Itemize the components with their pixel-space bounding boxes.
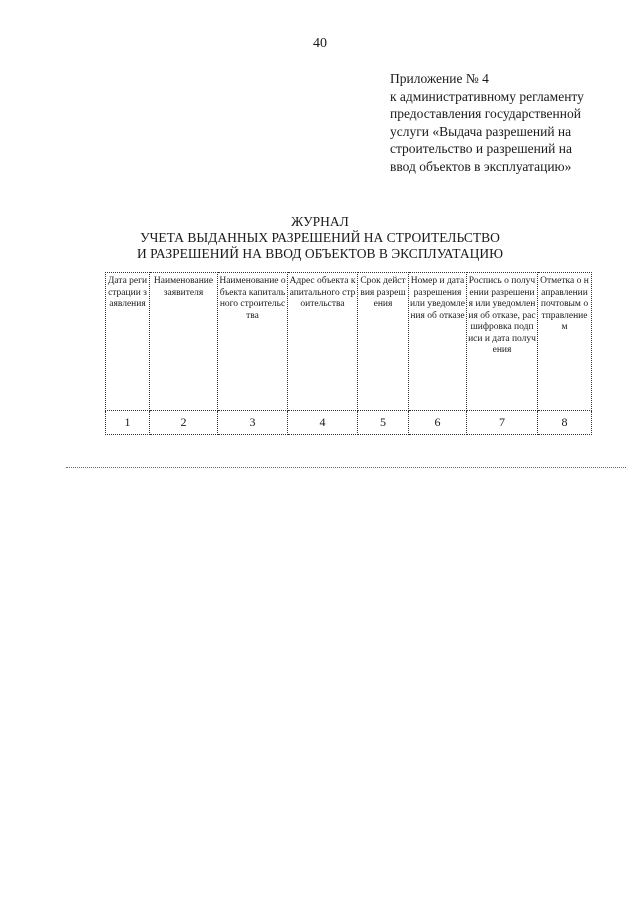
table-number-cell: 7 [467, 410, 538, 434]
appendix-line: Приложение № 4 [390, 71, 489, 86]
table-header-cell: Адрес объекта капитального строительства [288, 273, 358, 411]
table-number-cell: 6 [409, 410, 467, 434]
appendix-line: к административному регламенту [390, 88, 584, 104]
page-number: 40 [313, 36, 327, 51]
appendix-block [390, 70, 630, 175]
table-number-cell: 1 [106, 410, 150, 434]
table-header-cell: Отметка о направлении почтовым отправлением [538, 273, 592, 411]
table-number-cell: 5 [358, 410, 409, 434]
table-header-cell: Номер и дата разрешения или уведомления об отказе [409, 273, 467, 411]
table-number-cell: 3 [218, 410, 288, 434]
appendix-line: строительство и разрешений на [390, 141, 572, 156]
journal-title-line: И РАЗРЕШЕНИЙ НА ВВОД ОБЪЕКТОВ В ЭКСПЛУАТАЦИЮ [137, 246, 503, 261]
table-number-cell: 4 [288, 410, 358, 434]
appendix-line: услуги «Выдача разрешений на [390, 123, 572, 139]
journal-title-line: УЧЕТА ВЫДАННЫХ РАЗРЕШЕНИЙ НА СТРОИТЕЛЬСТВО [140, 230, 500, 245]
journal-title [0, 214, 640, 262]
table-header-cell: Роспись о получении разрешения или уведомления об отказе, расшифровка подписи и дата получения [467, 273, 538, 411]
table-header-cell: Срок действия разрешения [358, 273, 409, 411]
appendix-line: предоставления государственной [390, 106, 581, 121]
appendix-line: ввод объектов в эксплуатацию» [390, 158, 572, 174]
table-number-row [106, 410, 592, 434]
journal-table [105, 272, 592, 435]
table-header-cell: Наименование объекта капитального строительства [218, 273, 288, 411]
journal-title-line: ЖУРНАЛ [291, 214, 349, 229]
table-header-cell: Наименование заявителя [150, 273, 218, 411]
table-number-cell: 8 [538, 410, 592, 434]
table-header-cell: Дата регистрации заявления [106, 273, 150, 411]
page-divider [66, 467, 626, 468]
table-header-row [106, 273, 592, 411]
table-number-cell: 2 [150, 410, 218, 434]
